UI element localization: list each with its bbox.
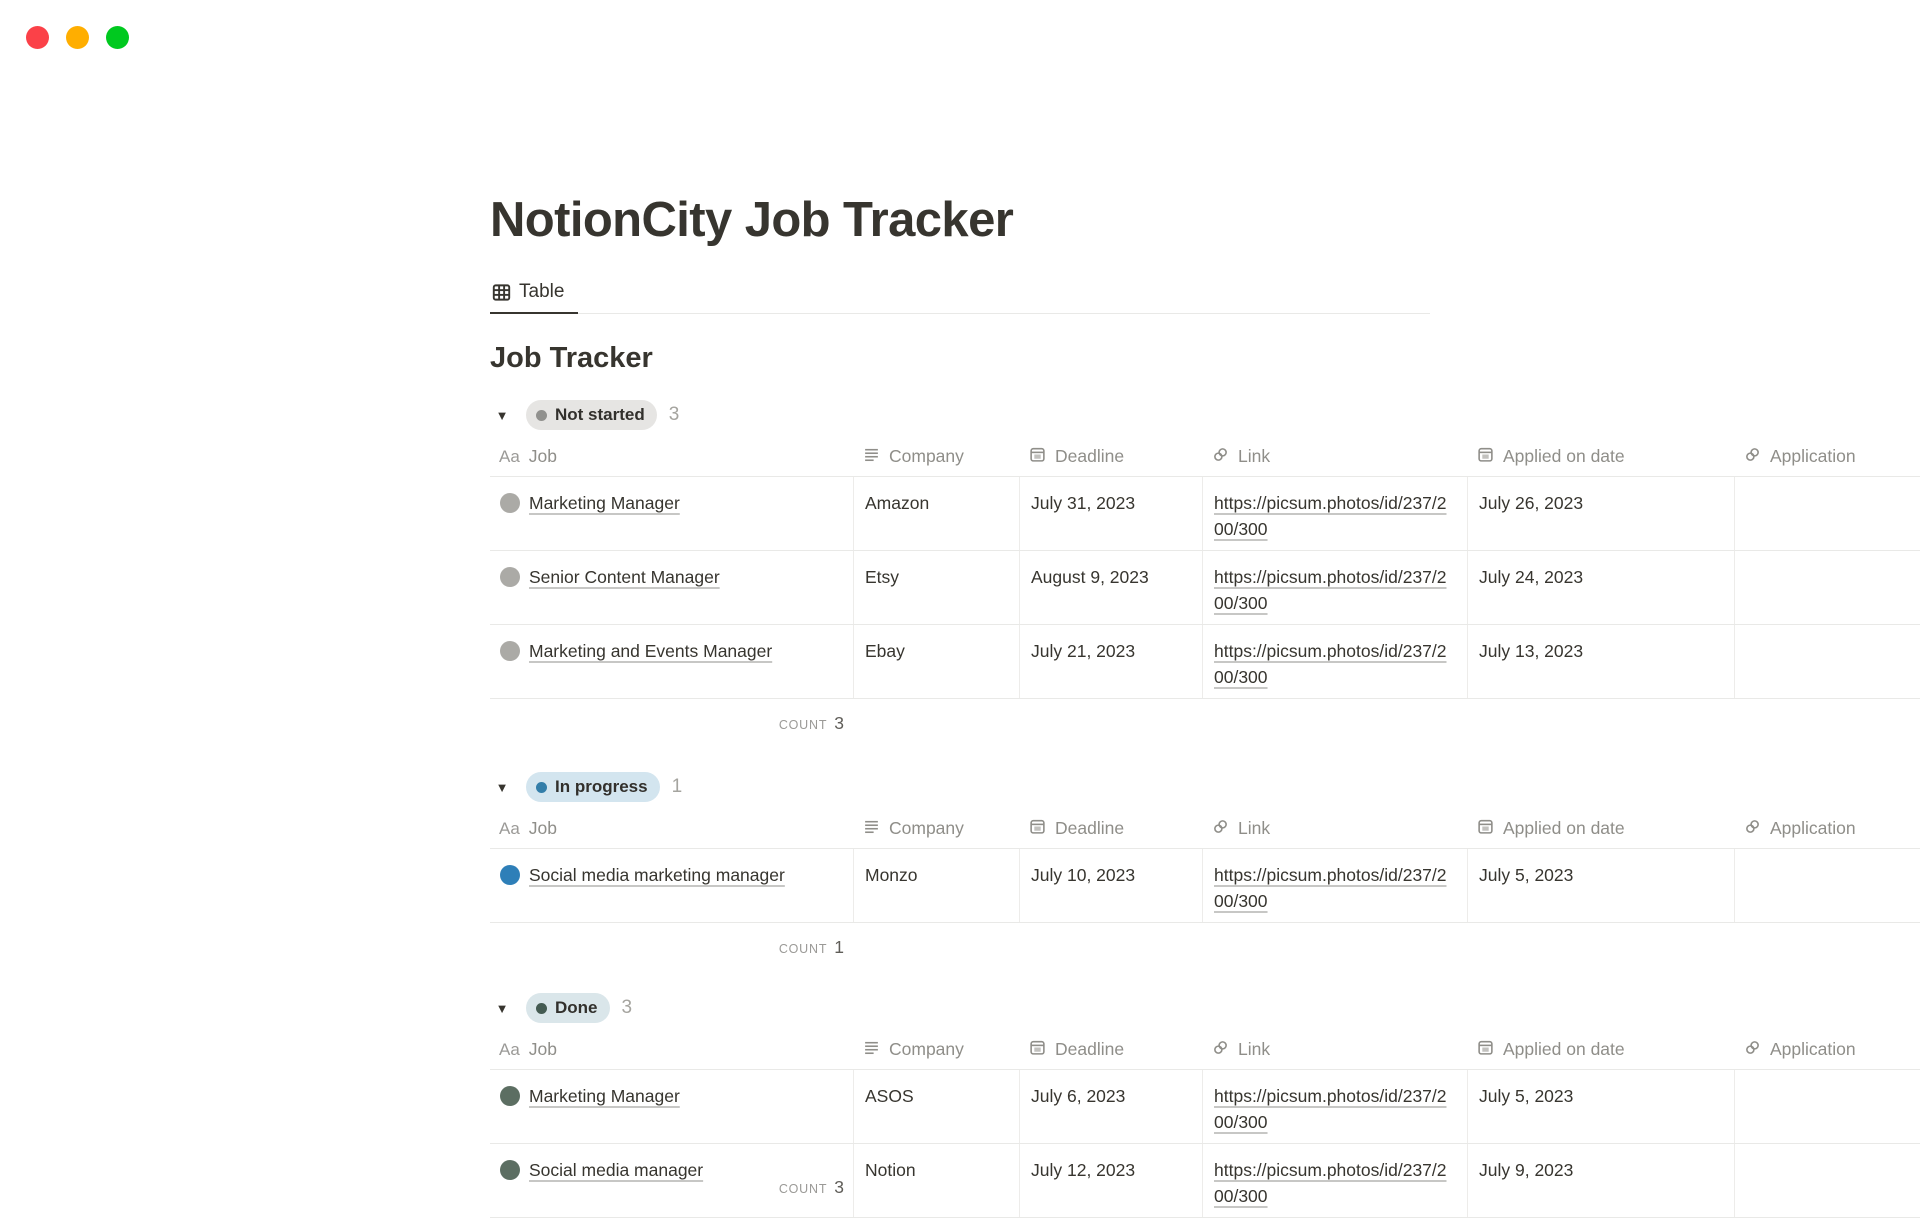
job-cell[interactable] xyxy=(490,551,854,624)
column-header-label: Link xyxy=(1238,818,1271,838)
column-header-label: Applied on date xyxy=(1503,1039,1625,1059)
column-header-applied-on-date[interactable] xyxy=(1468,809,1735,848)
table-not-started xyxy=(490,437,1920,734)
status-dot-icon xyxy=(500,493,520,513)
link-icon xyxy=(1744,818,1761,840)
column-header-application[interactable] xyxy=(1735,437,1920,476)
link-cell[interactable] xyxy=(1203,849,1468,922)
application-cell[interactable] xyxy=(1735,1070,1920,1143)
link-icon xyxy=(1212,446,1229,468)
column-header-job[interactable] xyxy=(490,1030,854,1069)
company-cell[interactable]: Ebay xyxy=(854,625,1020,698)
group-row-count: 3 xyxy=(668,404,680,425)
collapse-toggle-icon[interactable]: ▼ xyxy=(495,779,509,795)
link-icon xyxy=(1744,446,1761,468)
status-pill-label: Done xyxy=(555,998,598,1017)
link-cell[interactable] xyxy=(1203,477,1468,550)
applied-on-date-cell[interactable]: July 26, 2023 xyxy=(1468,477,1735,550)
job-page-link[interactable]: Marketing and Events Manager xyxy=(529,641,773,661)
table-done xyxy=(490,1030,1920,1206)
application-cell[interactable] xyxy=(1735,625,1920,698)
table-row xyxy=(490,1070,1920,1144)
group-header-done xyxy=(490,993,1920,1023)
column-header-label: Company xyxy=(889,446,964,466)
job-cell[interactable] xyxy=(490,849,854,922)
column-header-link[interactable] xyxy=(1203,809,1468,848)
column-header-deadline[interactable] xyxy=(1020,809,1203,848)
column-header-label: Applied on date xyxy=(1503,818,1625,838)
count-value: 3 xyxy=(834,1177,844,1197)
column-header-job[interactable] xyxy=(490,809,854,848)
calendar-icon xyxy=(1029,1039,1046,1061)
column-header-label: Deadline xyxy=(1055,818,1125,838)
job-cell[interactable] xyxy=(490,625,854,698)
company-cell[interactable]: Notion xyxy=(854,1144,1020,1217)
column-header-application[interactable] xyxy=(1735,809,1920,848)
job-page-link[interactable]: Social media marketing manager xyxy=(529,865,785,885)
company-cell[interactable]: Etsy xyxy=(854,551,1020,624)
table-icon xyxy=(492,283,511,302)
table-row xyxy=(490,551,1920,625)
job-page-link[interactable]: Social media manager xyxy=(529,1160,704,1180)
list-icon xyxy=(863,818,880,840)
link-cell[interactable] xyxy=(1203,1070,1468,1143)
status-dot-icon xyxy=(500,1086,520,1106)
status-dot-icon xyxy=(536,782,547,793)
link-cell[interactable] xyxy=(1203,1144,1468,1217)
url-link[interactable]: https://picsum.photos/id/237/200/300 xyxy=(1214,641,1447,687)
deadline-cell[interactable]: July 12, 2023 xyxy=(1020,1144,1203,1217)
column-header-application[interactable] xyxy=(1735,1030,1920,1069)
collapse-toggle-icon[interactable]: ▼ xyxy=(495,1000,509,1016)
column-header-label: Company xyxy=(889,1039,964,1059)
application-cell[interactable] xyxy=(1735,1144,1920,1217)
deadline-cell[interactable]: July 10, 2023 xyxy=(1020,849,1203,922)
column-header-company[interactable] xyxy=(854,1030,1020,1069)
board-title: Job Tracker xyxy=(490,342,653,374)
column-header-deadline[interactable] xyxy=(1020,437,1203,476)
table-row xyxy=(490,625,1920,699)
count-value: 1 xyxy=(834,937,844,957)
status-pill-in-progress[interactable] xyxy=(526,772,660,802)
column-header-label: Applied on date xyxy=(1503,446,1625,466)
job-cell[interactable] xyxy=(490,1070,854,1143)
column-header-link[interactable] xyxy=(1203,437,1468,476)
deadline-cell[interactable]: August 9, 2023 xyxy=(1020,551,1203,624)
table-header-row xyxy=(490,437,1920,477)
table-header-row xyxy=(490,809,1920,849)
group-aggregate-count[interactable] xyxy=(490,699,854,734)
job-page-link[interactable]: Marketing Manager xyxy=(529,1086,680,1106)
company-cell[interactable]: ASOS xyxy=(854,1070,1020,1143)
calendar-icon xyxy=(1477,818,1494,840)
status-pill-label: Not started xyxy=(555,405,645,424)
application-cell[interactable] xyxy=(1735,477,1920,550)
group-header-not-started xyxy=(490,400,1920,430)
column-header-applied-on-date[interactable] xyxy=(1468,1030,1735,1069)
group-aggregate-count[interactable] xyxy=(490,923,854,958)
collapse-toggle-icon[interactable]: ▼ xyxy=(495,407,509,423)
url-link[interactable]: https://picsum.photos/id/237/200/300 xyxy=(1214,567,1447,613)
column-header-company[interactable] xyxy=(854,437,1020,476)
status-dot-icon xyxy=(500,1160,520,1180)
table-in-progress xyxy=(490,809,1920,958)
company-cell[interactable]: Monzo xyxy=(854,849,1020,922)
column-header-label: Link xyxy=(1238,446,1271,466)
column-header-deadline[interactable] xyxy=(1020,1030,1203,1069)
text-property-icon: Aa xyxy=(499,446,520,466)
column-header-job[interactable] xyxy=(490,437,854,476)
table-row xyxy=(490,1144,1920,1218)
minimize-window-button[interactable] xyxy=(66,26,89,49)
page-content xyxy=(490,0,1920,1206)
tab-table-label: Table xyxy=(519,281,565,302)
column-header-label: Deadline xyxy=(1055,1039,1125,1059)
view-tab-bar xyxy=(490,281,1430,314)
table-row xyxy=(490,477,1920,551)
url-link[interactable]: https://picsum.photos/id/237/200/300 xyxy=(1214,865,1447,911)
job-cell[interactable] xyxy=(490,477,854,550)
zoom-window-button[interactable] xyxy=(106,26,129,49)
close-window-button[interactable] xyxy=(26,26,49,49)
url-link[interactable]: https://picsum.photos/id/237/200/300 xyxy=(1214,1086,1447,1132)
link-cell[interactable] xyxy=(1203,551,1468,624)
column-header-label: Application xyxy=(1770,1039,1856,1059)
deadline-cell[interactable]: July 6, 2023 xyxy=(1020,1070,1203,1143)
deadline-cell[interactable]: July 31, 2023 xyxy=(1020,477,1203,550)
status-dot-icon xyxy=(500,641,520,661)
column-header-label: Application xyxy=(1770,446,1856,466)
applied-on-date-cell[interactable]: July 5, 2023 xyxy=(1468,1070,1735,1143)
calendar-icon xyxy=(1029,446,1046,468)
page-title: NotionCity Job Tracker xyxy=(490,193,1014,247)
url-link[interactable]: https://picsum.photos/id/237/200/300 xyxy=(1214,493,1447,539)
column-header-label: Company xyxy=(889,818,964,838)
applied-on-date-cell[interactable]: July 9, 2023 xyxy=(1468,1144,1735,1217)
count-label: COUNT xyxy=(778,1182,828,1196)
status-dot-icon xyxy=(536,410,547,421)
window-controls xyxy=(26,26,129,49)
column-header-label: Job xyxy=(528,446,558,466)
column-header-applied-on-date[interactable] xyxy=(1468,437,1735,476)
job-page-link[interactable]: Marketing Manager xyxy=(529,493,680,513)
url-link[interactable]: https://picsum.photos/id/237/200/300 xyxy=(1214,1160,1447,1206)
group-row-count: 3 xyxy=(621,997,633,1018)
column-header-label: Application xyxy=(1770,818,1856,838)
list-icon xyxy=(863,446,880,468)
applied-on-date-cell[interactable]: July 13, 2023 xyxy=(1468,625,1735,698)
applied-on-date-cell[interactable]: July 5, 2023 xyxy=(1468,849,1735,922)
link-cell[interactable] xyxy=(1203,625,1468,698)
status-pill-not-started[interactable] xyxy=(526,400,657,430)
application-cell[interactable] xyxy=(1735,849,1920,922)
link-icon xyxy=(1744,1039,1761,1061)
column-header-link[interactable] xyxy=(1203,1030,1468,1069)
status-pill-label: In progress xyxy=(555,777,648,796)
deadline-cell[interactable]: July 21, 2023 xyxy=(1020,625,1203,698)
column-header-label: Deadline xyxy=(1055,446,1125,466)
count-value: 3 xyxy=(834,713,844,733)
link-icon xyxy=(1212,1039,1229,1061)
application-cell[interactable] xyxy=(1735,551,1920,624)
table-row xyxy=(490,849,1920,923)
text-property-icon: Aa xyxy=(499,818,520,838)
column-header-label: Link xyxy=(1238,1039,1271,1059)
calendar-icon xyxy=(1029,818,1046,840)
job-page-link[interactable]: Senior Content Manager xyxy=(529,567,720,587)
column-header-label: Job xyxy=(528,1039,558,1059)
calendar-icon xyxy=(1477,1039,1494,1061)
list-icon xyxy=(863,1039,880,1061)
tab-table[interactable] xyxy=(490,281,578,314)
status-dot-icon xyxy=(500,567,520,587)
text-property-icon: Aa xyxy=(499,1039,520,1059)
column-header-label: Job xyxy=(528,818,558,838)
count-label: COUNT xyxy=(778,942,828,956)
group-row-count: 1 xyxy=(671,776,683,797)
group-header-in-progress xyxy=(490,772,1920,802)
status-pill-done[interactable] xyxy=(526,993,610,1023)
status-dot-icon xyxy=(536,1003,547,1014)
applied-on-date-cell[interactable]: July 24, 2023 xyxy=(1468,551,1735,624)
table-header-row xyxy=(490,1030,1920,1070)
count-label: COUNT xyxy=(778,718,828,732)
company-cell[interactable]: Amazon xyxy=(854,477,1020,550)
calendar-icon xyxy=(1477,446,1494,468)
link-icon xyxy=(1212,818,1229,840)
status-dot-icon xyxy=(500,865,520,885)
column-header-company[interactable] xyxy=(854,809,1020,848)
